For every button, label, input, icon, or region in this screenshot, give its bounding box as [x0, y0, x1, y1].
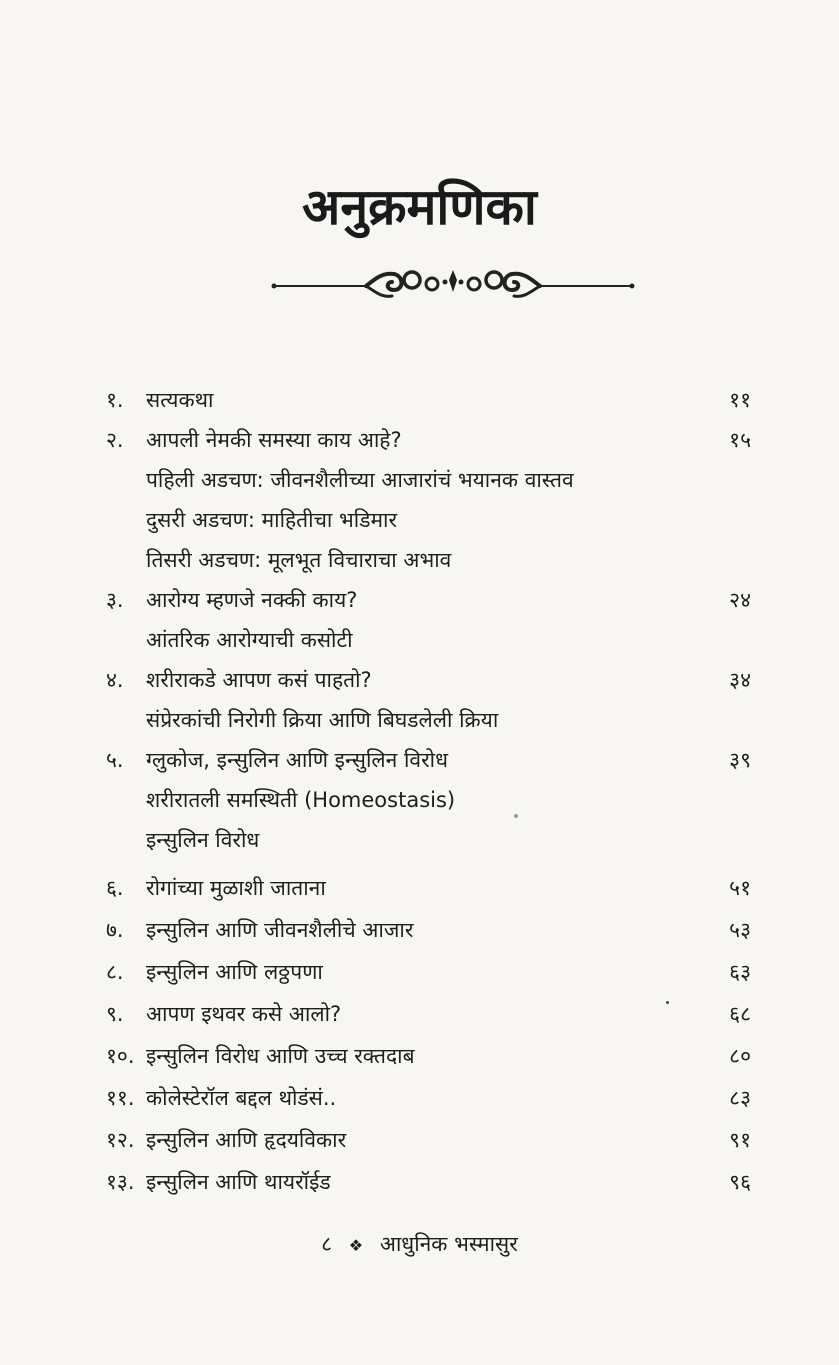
toc-subentry-title: आंतरिक आरोग्याची कसोटी [146, 628, 353, 652]
print-speck [666, 1001, 669, 1004]
toc-entry-page: ९६ [729, 1170, 751, 1194]
toc-entry [0, 910, 839, 950]
toc-entry [0, 1162, 839, 1202]
toc-entry-page: ८३ [729, 1086, 751, 1110]
toc-entry-title: आपण इथवर कसे आलो? [146, 1002, 342, 1026]
footer-book-title: आधुनिक भस्मासुर [379, 1232, 518, 1256]
toc-entry [0, 580, 839, 620]
toc-entry [0, 1120, 839, 1160]
toc-subentry-title: पहिली अडचण: जीवनशैलीच्या आजारांचं भयानक वास्तव [146, 468, 574, 492]
toc-entry-page: ५१ [729, 876, 751, 900]
toc-subentry-title: संप्रेरकांची निरोगी क्रिया आणि बिघडलेली क्रिया [146, 708, 499, 732]
toc-entry-title: शरीराकडे आपण कसं पाहतो? [146, 668, 372, 692]
toc-entry-title: ग्लुकोज, इन्सुलिन आणि इन्सुलिन विरोध [146, 748, 449, 772]
page-footer [0, 1226, 839, 1264]
toc-entry-number: १. [106, 388, 124, 412]
toc-entry-title: कोलेस्टेरॉल बद्दल थोडंसं.. [146, 1086, 337, 1110]
toc-entry-page: ३४ [729, 668, 751, 692]
toc-subentry [0, 620, 839, 660]
toc-subentry-title: शरीरातली समस्थिती (Homeostasis) [146, 788, 456, 812]
toc-subentry-title: दुसरी अडचण: माहितीचा भडिमार [146, 508, 398, 532]
toc-entry-title: इन्सुलिन आणि थायरॉईड [146, 1170, 331, 1194]
toc-entry-title: आपली नेमकी समस्या काय आहे? [146, 428, 402, 452]
toc-entry-number: ११. [106, 1086, 135, 1110]
toc-entry-page: ६८ [729, 1002, 751, 1026]
toc-entry-page: ५३ [729, 918, 751, 942]
toc-entry [0, 380, 839, 420]
toc-subentry [0, 460, 839, 500]
toc-entry-page: ९१ [729, 1128, 751, 1152]
toc-entry [0, 1036, 839, 1076]
toc-entry [0, 420, 839, 460]
footer-page-number: ८ [321, 1232, 333, 1256]
toc-entry-number: १३. [106, 1170, 135, 1194]
toc-entry-page: ३९ [729, 748, 751, 772]
toc-entry-title: आरोग्य म्हणजे नक्की काय? [146, 588, 358, 612]
toc-entry-title: सत्यकथा [146, 388, 214, 412]
toc-entry-page: २४ [729, 588, 751, 612]
decorative-divider-ornament [270, 258, 636, 314]
toc-subentry [0, 540, 839, 580]
toc-entry-page: ६३ [729, 960, 751, 984]
toc-entry-number: ८. [106, 960, 124, 984]
toc-entry-page: ८० [729, 1044, 751, 1068]
page-title: अनुक्रमणिका [302, 178, 537, 236]
toc-entry-number: १२. [106, 1128, 135, 1152]
footer-separator-icon: ❖ [348, 1236, 364, 1255]
print-speck [514, 814, 518, 818]
toc-entry [0, 994, 839, 1034]
toc-entry [0, 952, 839, 992]
toc-entry-title: इन्सुलिन आणि जीवनशैलीचे आजार [146, 918, 414, 942]
toc-subentry [0, 780, 839, 820]
toc-entry-title: इन्सुलिन विरोध आणि उच्च रक्तदाब [146, 1044, 415, 1068]
toc-entry-title: इन्सुलिन आणि लठ्ठपणा [146, 960, 323, 984]
toc-subentry [0, 500, 839, 540]
toc-entry [0, 740, 839, 780]
toc-subentry-title: इन्सुलिन विरोध [146, 828, 260, 852]
toc-entry-title: रोगांच्या मुळाशी जाताना [146, 876, 326, 900]
toc-entry [0, 868, 839, 908]
toc-entry-page: ११ [729, 388, 751, 412]
toc-entry-page: १५ [729, 428, 751, 452]
toc-entry-number: १०. [106, 1044, 135, 1068]
toc-entry-number: ९. [106, 1002, 124, 1026]
toc-entry-number: ६. [106, 876, 124, 900]
toc-entry-number: ७. [106, 918, 124, 942]
toc-entry-number: ३. [106, 588, 124, 612]
toc-subentry [0, 820, 839, 860]
toc-entry-number: २. [106, 428, 124, 452]
toc-entry-number: ४. [106, 668, 124, 692]
toc-subentry [0, 700, 839, 740]
toc-entry [0, 660, 839, 700]
toc-entry [0, 1078, 839, 1118]
toc-entry-title: इन्सुलिन आणि हृदयविकार [146, 1128, 347, 1152]
toc-entry-number: ५. [106, 748, 124, 772]
toc-subentry-title: तिसरी अडचण: मूलभूत विचाराचा अभाव [146, 548, 452, 572]
